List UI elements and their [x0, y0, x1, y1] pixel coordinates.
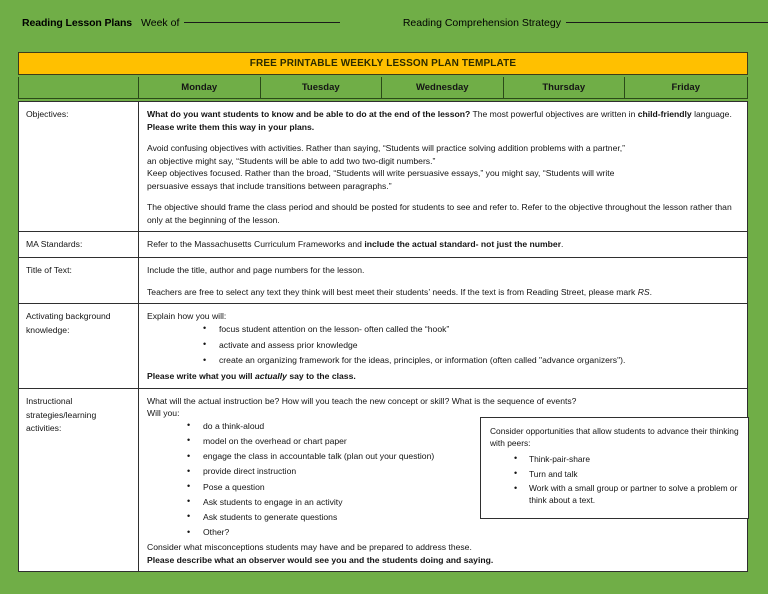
objectives-paragraph-1: [147, 108, 739, 133]
instructional-closing-bold: [147, 554, 739, 567]
row-body-objectives[interactable]: [139, 102, 747, 231]
weekday-header-thursday: Thursday: [504, 77, 626, 98]
list-item: • model on the overhead or chart paper: [187, 435, 602, 447]
row-label-ma-standards: MA Standards:: [19, 232, 139, 257]
spacer: [147, 192, 739, 201]
weekday-header-row: [18, 77, 748, 99]
list-item: • engage the class in accountable talk (plan out your question): [187, 450, 602, 462]
row-body-instructional-strategies[interactable]: [139, 389, 747, 572]
instructional-intro-1: What will the actual instruction be? How will you teach the new concept or skill? What is the sequence of events?: [147, 395, 577, 406]
list-item: • activate and assess prior knowledge: [203, 339, 739, 351]
title-of-text-p2-italic: RS: [637, 286, 650, 297]
weekday-header-wednesday: Wednesday: [382, 77, 504, 98]
list-item: • Ask students to engage in an activity: [187, 496, 602, 508]
week-of-blank-field[interactable]: [184, 22, 339, 23]
list-item: • Ask students to generate questions: [187, 511, 602, 523]
list-item: • Think-pair-share: [514, 453, 739, 465]
page-header: [0, 0, 768, 45]
activating-bullet-list: [147, 323, 739, 367]
peer-box-bullet-list: [490, 453, 739, 507]
table-row-activating-background-knowledge: [19, 304, 747, 388]
banner-text: FREE PRINTABLE WEEKLY LESSON PLAN TEMPLATE: [249, 58, 517, 69]
objectives-p1-bold-b: child-friendly: [637, 109, 692, 119]
objectives-paragraph-2-line2: an objective might say, “Students will be able to add two two-digit numbers.”: [147, 155, 436, 166]
ma-standards-text: [147, 238, 739, 251]
list-item: • Pose a question: [187, 481, 602, 493]
strategy-group: [394, 17, 768, 29]
ma-standards-bold: include the actual standard- not just the number: [364, 239, 562, 250]
table-row-title-of-text: [19, 258, 747, 304]
activating-closing-bold-b: say to the class.: [289, 371, 356, 382]
peer-box-intro: Consider opportunities that allow students to advance their thinking with peers:: [490, 425, 739, 449]
strategy-label: Reading Comprehension Strategy: [402, 16, 561, 29]
activating-closing-italic: actually: [254, 371, 287, 382]
objectives-paragraph-4: The objective should frame the class period and should be posted for students to see and refer to. Refer to the objective throughout the lesson rather than only at the beginning of the lesson.: [147, 202, 732, 225]
list-item: • focus student attention on the lesson- often called the “hook”: [203, 323, 739, 335]
ma-standards-tail: .: [561, 239, 564, 250]
activating-closing: [147, 370, 739, 383]
objectives-paragraph-3-line1: Keep objectives focused. Rather than the broad, “Students will write persuasive essays,” you might say, “Students will write: [147, 168, 615, 179]
objectives-p1-normal-b: language.: [694, 109, 732, 119]
objectives-paragraph-2-line1: Avoid confusing objectives with activities. Rather than saying, “Students will practice solving addition problems with a partner,”: [147, 143, 625, 154]
ma-standards-normal: Refer to the Massachusetts Curriculum Frameworks and: [147, 239, 362, 250]
instructional-intro-2: Will you:: [147, 408, 180, 419]
weekday-header-blank: [19, 77, 139, 98]
table-row-instructional-strategies: [19, 389, 747, 573]
instructional-closing-normal: Consider what misconceptions students may have and be prepared to address these.: [147, 542, 472, 553]
title-of-text-p2-tail: .: [649, 286, 653, 297]
list-item: • do a think-aloud: [187, 420, 602, 432]
lesson-plan-table: [18, 101, 748, 572]
week-of-label: Week of: [141, 16, 180, 29]
row-body-title-of-text[interactable]: [139, 258, 747, 303]
table-row-ma-standards: [19, 232, 747, 258]
objectives-paragraph-3-line2: persuasive essays that include transitions between paragraphs.”: [147, 180, 392, 191]
peer-opportunities-box: [480, 417, 749, 519]
spacer: [147, 277, 739, 286]
table-row-objectives: [19, 102, 747, 232]
objectives-p1-bold-a: What do you want students to know and be able to do at the end of the lesson?: [147, 109, 471, 119]
list-item: • Other?: [187, 526, 602, 538]
list-item: • create an organizing framework for the ideas, principles, or information (often called "advance organizers").: [203, 354, 739, 366]
weekday-header-monday: Monday: [139, 77, 261, 98]
title-of-text-p2-a: Teachers are free to select any text they think will best meet their students’ needs. If the text is from Reading Street, please mark: [147, 286, 636, 297]
template-banner: [18, 52, 748, 75]
spacer: [147, 133, 739, 142]
list-item: • Turn and talk: [514, 468, 739, 480]
row-label-instructional-strategies: Instructional strategies/learning activities:: [19, 389, 139, 572]
objectives-p1-bold-c: Please write them this way in your plans.: [147, 121, 315, 132]
title-of-text-paragraph-2: [147, 286, 739, 299]
weekday-header-friday: Friday: [671, 82, 700, 93]
row-body-activating-background-knowledge[interactable]: [139, 304, 747, 387]
row-label-activating-background-knowledge: Activating background knowledge:: [19, 304, 139, 387]
row-body-ma-standards[interactable]: [139, 232, 747, 257]
activating-intro: Explain how you will:: [147, 311, 227, 322]
list-item: • provide direct instruction: [187, 465, 602, 477]
row-label-title-of-text: Title of Text:: [19, 258, 139, 303]
strategy-blank-field[interactable]: [566, 22, 768, 23]
instructional-closing-bold-text: Please describe what an observer would see you and the students doing and saying.: [147, 554, 494, 565]
row-label-objectives: Objectives:: [19, 102, 139, 231]
objectives-p1-normal: The most powerful objectives are written in: [472, 109, 636, 119]
title-of-text-paragraph-1: Include the title, author and page numbers for the lesson.: [147, 265, 365, 276]
page-title: Reading Lesson Plans: [22, 16, 133, 29]
weekday-header-tuesday: Tuesday: [261, 77, 383, 98]
activating-closing-bold-a: Please write what you will: [147, 371, 253, 382]
list-item: • Work with a small group or partner to solve a problem or think about a text.: [514, 482, 739, 506]
